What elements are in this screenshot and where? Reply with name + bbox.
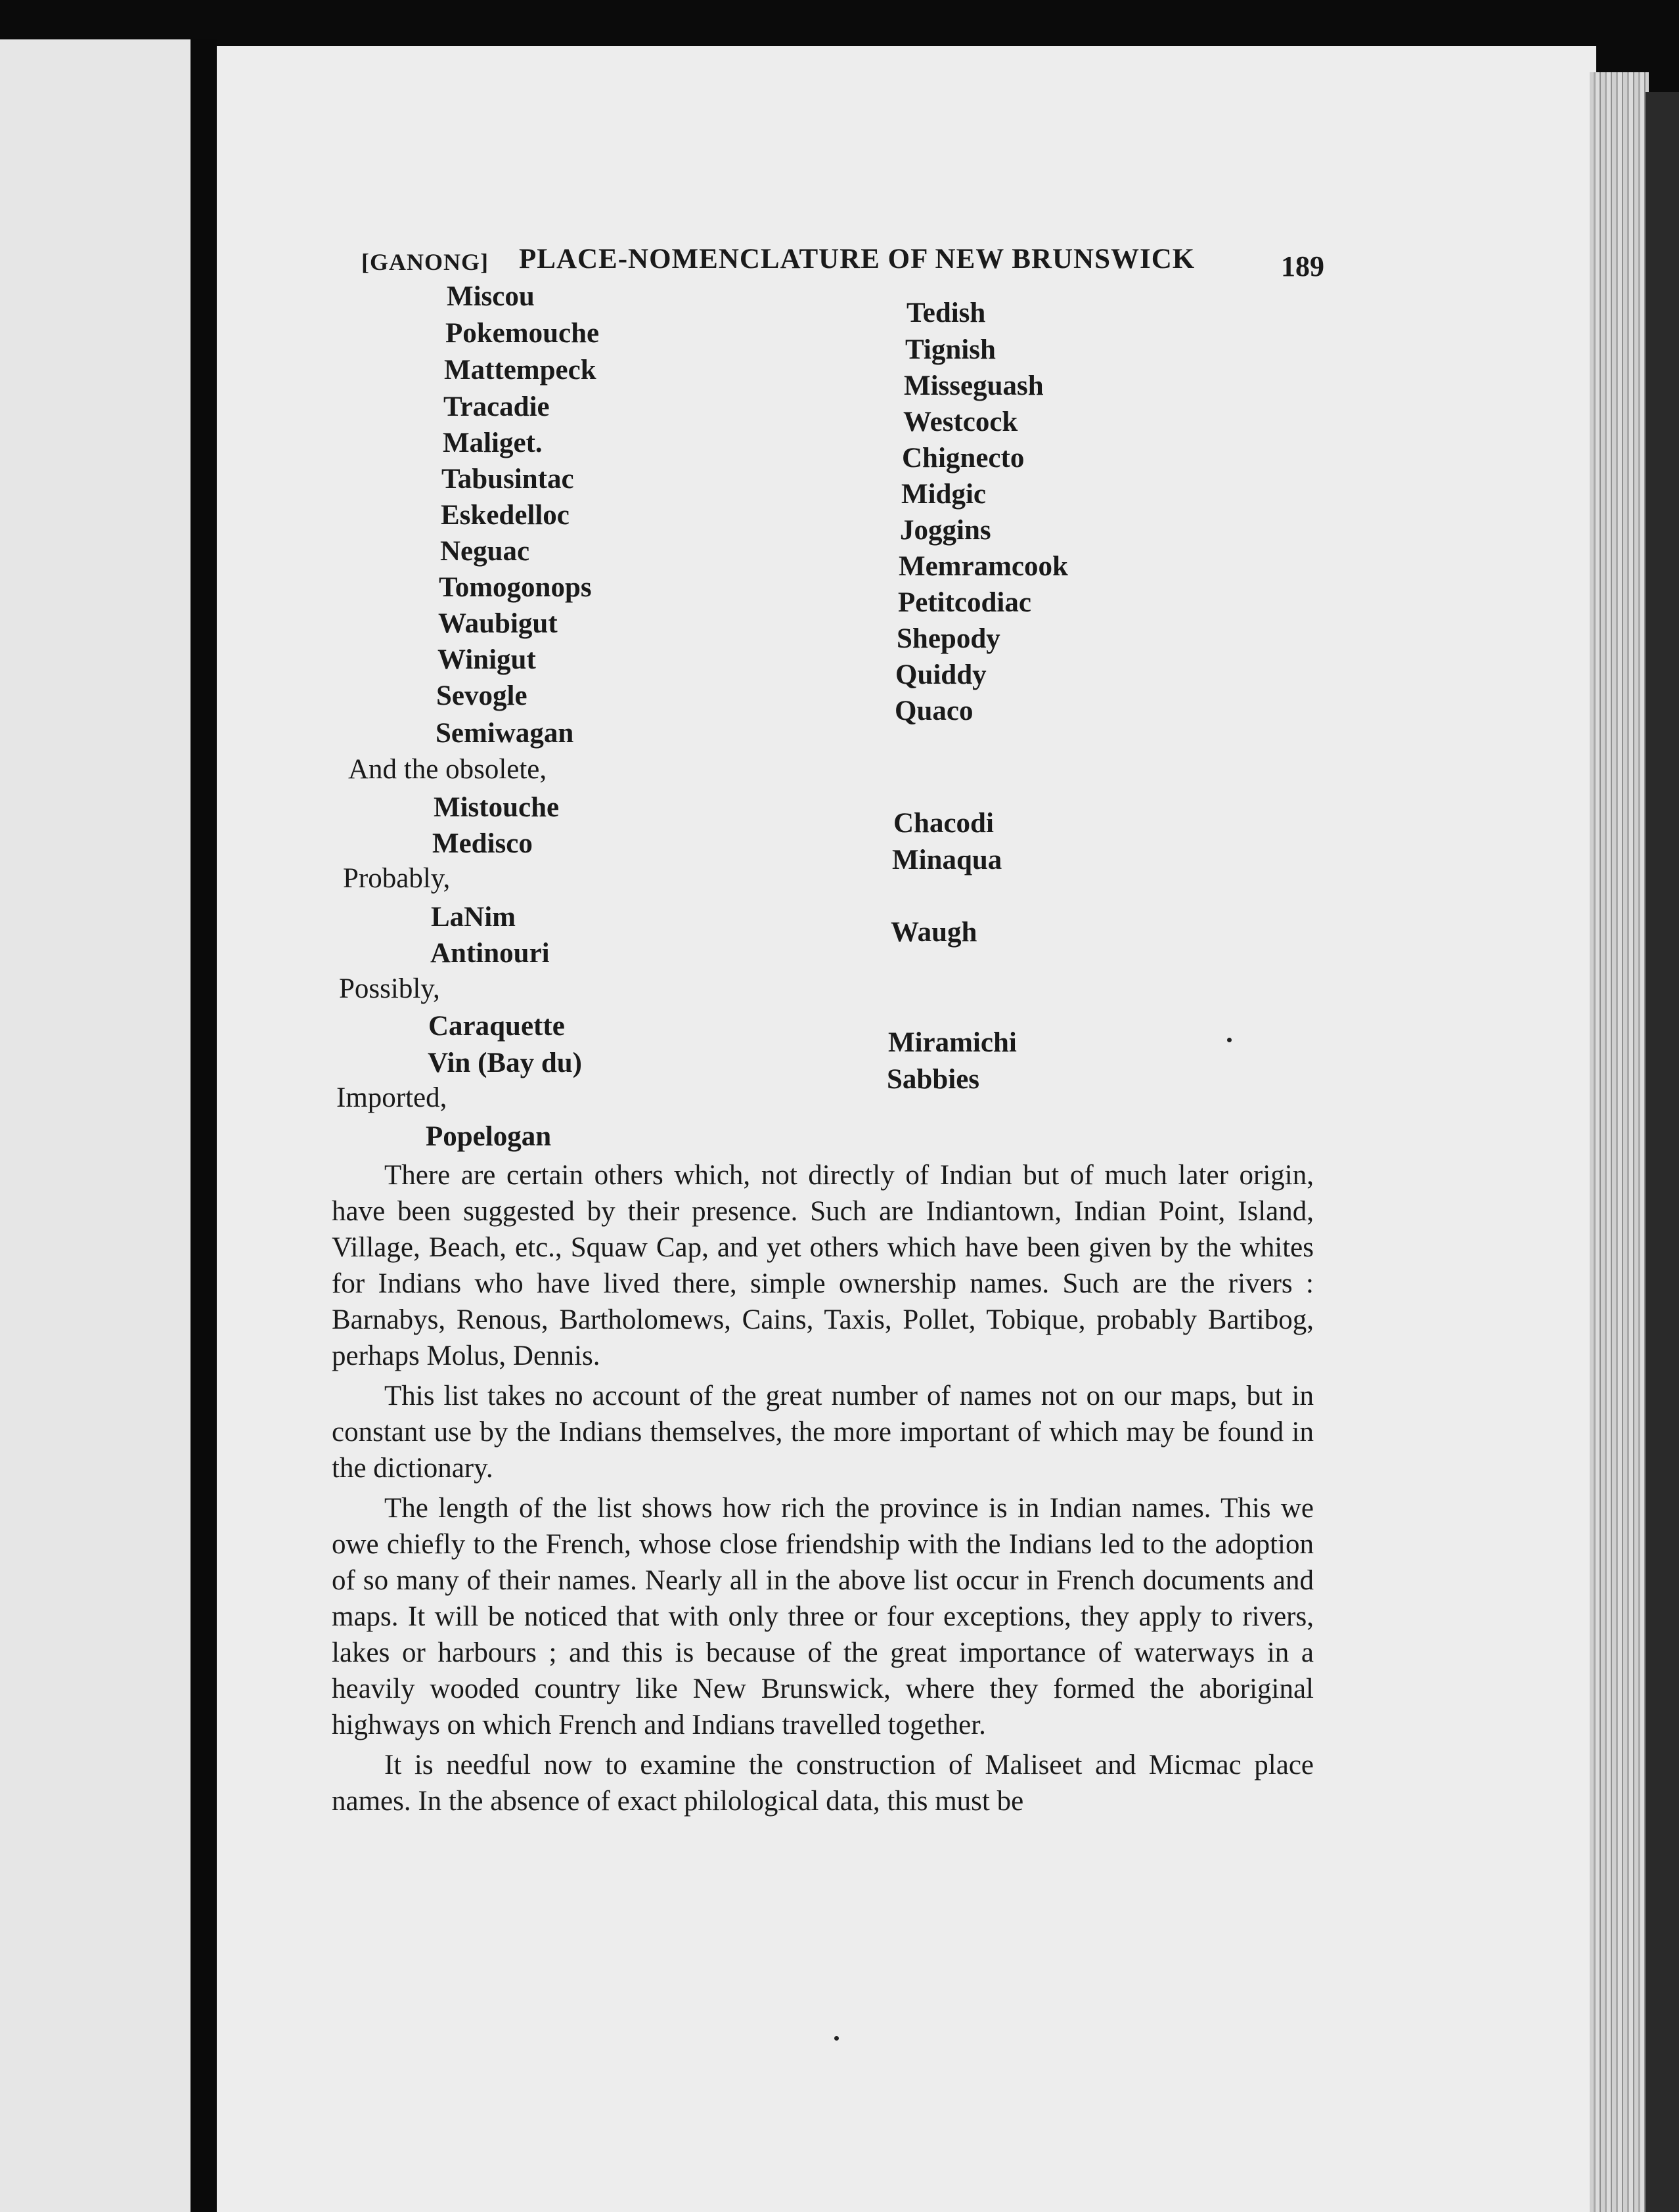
paragraph: This list takes no account of the great number of names not on our maps, but in constant use by the Indians themselves, the more important of which may be found in the dictionary.: [332, 1381, 1314, 1484]
list-item: Petitcodiac: [898, 587, 1031, 618]
list-item: Waugh: [891, 917, 977, 948]
group-heading: Probably,: [343, 863, 451, 894]
list-item: Maliget.: [443, 428, 543, 458]
list-item: Westcock: [903, 407, 1018, 437]
list-item: Chignecto: [902, 443, 1025, 474]
list-item: Tracadie: [443, 391, 550, 422]
list-item: Tomogonops: [439, 572, 592, 603]
list-item: Minaqua: [892, 845, 1002, 875]
list-item: Quiddy: [895, 659, 987, 690]
list-item: Joggins: [900, 515, 991, 546]
list-item: Midgic: [901, 479, 986, 510]
list-item: Mistouche: [434, 792, 560, 823]
list-item: Eskedelloc: [441, 500, 570, 531]
list-item: Medisco: [432, 828, 533, 859]
list-item: Memramcook: [899, 551, 1068, 582]
list-item: Caraquette: [428, 1011, 565, 1042]
scan-speck: [1227, 1038, 1232, 1042]
list-item: Quaco: [895, 696, 974, 726]
list-item: Shepody: [897, 623, 1000, 654]
book-gutter: [190, 39, 217, 2212]
list-item: Mattempeck: [444, 355, 596, 386]
list-item: Pokemouche: [445, 318, 600, 349]
list-item: Semiwagan: [436, 718, 574, 749]
running-head: [361, 243, 1347, 282]
author-tag: [GANONG]: [361, 249, 489, 275]
list-item: Tabusintac: [441, 464, 574, 495]
list-item: Miscou: [447, 281, 535, 312]
paragraph: The length of the list shows how rich the province is in Indian names. This we owe chiefly to the French, whose close friendship with the Indians led to the adoption of so many of their names. Nearly all in the above list occur in French documents and maps. It will be noticed that with only three or four exceptions, they apply to rivers, lakes or harbours ; and this is because of the great importance of waterways in a heavily wooded country like New Brunswick, where they formed the aboriginal highways on which French and Indians travelled together.: [332, 1493, 1314, 1740]
list-item: Tignish: [905, 334, 996, 365]
list-item: Popelogan: [426, 1121, 552, 1152]
list-item: Neguac: [440, 536, 530, 567]
paragraph: It is needful now to examine the construction of Maliseet and Micmac place names. In the absence of exact philological data, this must be: [332, 1750, 1314, 1817]
facing-page-edge: [0, 39, 194, 2212]
list-item: Misseguash: [904, 370, 1044, 401]
list-item: Winigut: [437, 644, 536, 675]
group-heading: And the obsolete,: [348, 754, 547, 785]
page-stack-edge: [1590, 72, 1649, 2212]
list-item: LaNim: [431, 902, 516, 933]
list-item: Antinouri: [430, 938, 550, 969]
list-item: Miramichi: [888, 1027, 1017, 1058]
group-heading: Possibly,: [339, 973, 440, 1004]
list-item: Vin (Bay du): [428, 1048, 582, 1078]
running-title: PLACE-NOMENCLATURE OF NEW BRUNSWICK: [519, 244, 1196, 275]
list-item: Sabbies: [887, 1064, 980, 1095]
paragraph: There are certain others which, not directly of Indian but of much later origin, have been suggested by their presence. Such are Indiantown, Indian Point, Island, Village, Beach, etc., Squaw Cap, and yet others which have been given by the whites for Indians who have lived there, simple ownership names. Such are the rivers : Barnabys, Renous, Bartholomews, Cains, Taxis, Pollet, Tobique, probably Bartibog, perhaps Molus, Dennis.: [332, 1160, 1314, 1371]
book-cover-edge: [1645, 92, 1679, 2212]
scan-speck: [834, 2036, 839, 2041]
list-item: Tedish: [907, 298, 986, 328]
body-text: [332, 1157, 1314, 1819]
list-item: Sevogle: [436, 680, 527, 711]
list-item: Chacodi: [893, 808, 994, 839]
list-item: Waubigut: [438, 608, 558, 639]
group-heading: Imported,: [336, 1082, 447, 1113]
page-number: 189: [1281, 250, 1324, 282]
